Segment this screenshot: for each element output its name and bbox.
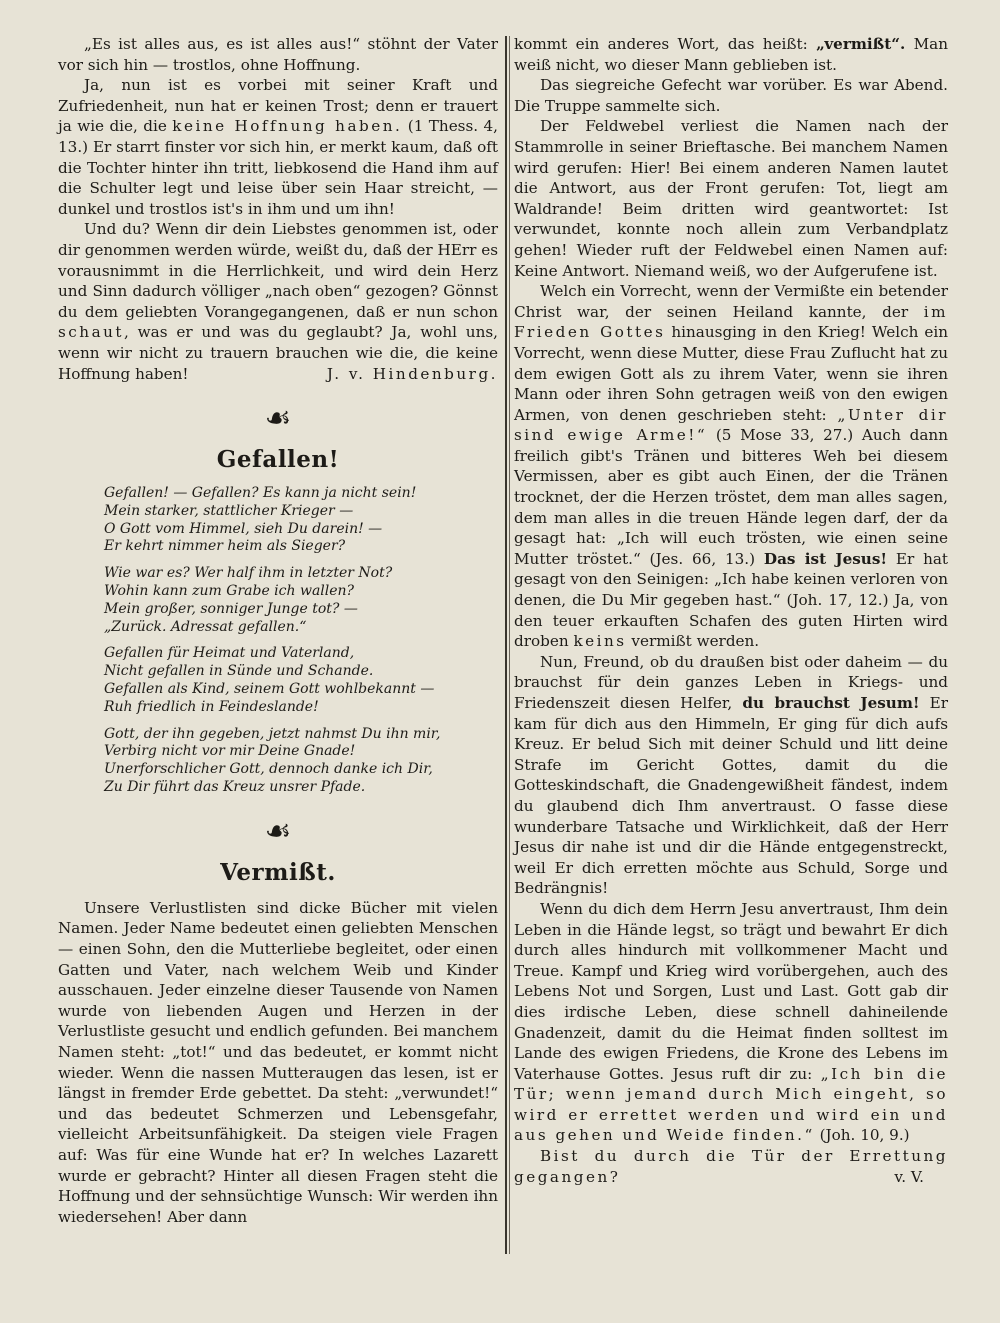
column-divider	[505, 36, 507, 1254]
spaced-emphasis: im Frieden Gottes	[514, 302, 948, 342]
paragraph-vermisst-word	[514, 34, 948, 75]
poem-gefallen	[104, 485, 498, 797]
text-span: Ja, nun ist es vorbei mit seiner Kraft und Zufriedenheit, nun hat er keinen Trost; denn er trauert ja wie die, die	[58, 76, 498, 136]
paragraph-no-comfort	[58, 75, 498, 219]
text-span: Man weiß nicht, wo dieser Mann geblieben ist.	[514, 35, 949, 74]
poem-line: Gefallen als Kind, seinem Gott wohlbekannt —	[104, 681, 435, 698]
bold-emphasis: „vermißt“.	[816, 35, 906, 53]
paragraph-father: „Es ist alles aus, es ist alles aus!“ stöhnt der Vater vor sich hin — trostlos, ohne Hoffnung.	[58, 35, 498, 74]
paragraph-freund	[514, 652, 948, 899]
text-span: (1 Thess. 4, 13.) Er starrt finster vor sich hin, er merkt kaum, daß oft die Tochter hinter ihn tritt, liebkosend die Hand ihm auf die Schulter legt und leise über sein Haar streicht, — dunkel und trostlos ist's in ihm und um ihn!	[58, 117, 499, 218]
paragraph-and-you	[58, 219, 498, 384]
poem-line: „Zurück. Adressat gefallen.“	[104, 618, 307, 635]
column-divider-inner	[509, 36, 510, 1254]
poem-stanza	[104, 565, 498, 636]
paragraph-anvertraust	[514, 899, 948, 1146]
text-span: Er hat gesagt von den Seinigen: „Ich habe keinen verloren von denen, die Du Mir gegeben hast.“ (Joh. 17, 12.) Ja, von den teuer erkauften Schafen des guten Hirten wird droben	[514, 549, 949, 651]
poem-stanza	[104, 485, 498, 556]
author-vv: v. V.	[894, 1167, 924, 1186]
poem-line: Gefallen für Heimat und Vaterland,	[104, 645, 355, 662]
poem-line: Wie war es? Wer half ihm in letzter Not?	[104, 565, 393, 582]
paragraph-vorrecht	[514, 281, 948, 652]
bold-emphasis: du brauchst Jesum!	[742, 694, 920, 712]
paragraph-verlustlisten: Unsere Verlustlisten sind dicke Bücher mit vielen Namen. Jeder Name bedeutet einen geliebten Menschen — einen Sohn, den die Mutterliebe begleitet, oder einen Gatten und Vater, nach welchem Weib und Kinder ausschauen. Jeder einzelne dieser Tausende von Namen wurde von liebenden Augen und Herzen in der Verlustliste gesucht und endlich gefunden. Bei manchem Namen steht: „tot!“ und das bedeutet, er kommt nicht wieder. Wenn die nassen Mutteraugen das lesen, ist er längst in fremder Erde gebettet. Da steht: „verwundet!“ und das bedeutet Schmerzen und Lebensgefahr, vielleicht Arbeitsunfähigkeit. Da steigen viele Fragen auf: Was für eine Wunde hat er? In welches Lazarett wurde er gebracht? Hinter all diesen Fragen steht die Hoffnung und der sehnsüchtige Wunsch: Wir werden ihn wiedersehen! Aber dann	[58, 898, 498, 1226]
text-span: kommt ein anderes Wort, das heißt:	[514, 35, 808, 53]
poem-line: Ruh friedlich in Feindeslande!	[104, 698, 319, 715]
poem-line: Gefallen! — Gefallen? Es kann ja nicht sein!	[104, 485, 417, 502]
bold-emphasis: Das ist Jesus!	[763, 549, 888, 568]
text-span: (5 Mose 33, 27.) Auch dann freilich gibt's Tränen und bitteres Weh bei diesem Vermissen, aber es gibt auch Einen, der die Tränen trocknet, der die Herzen tröstet, dem man alles sagen, dem man alles in die treuen Hände legen darf, der da gesagt hat: „Ich will euch trösten, wie einen seine Mutter tröstet.“ (Jes. 66, 13.)	[514, 426, 948, 568]
poem-line: Zu Dir führt das Kreuz unsrer Pfade.	[104, 779, 366, 796]
text-span: (Joh. 10, 9.)	[819, 1126, 910, 1145]
right-column	[514, 34, 948, 1187]
paragraph-question	[514, 1146, 948, 1187]
ornament-icon: ☙	[264, 401, 292, 437]
paragraph-feldwebel: Der Feldwebel verliest die Namen nach der Stammrolle in seiner Brieftasche. Bei manchem Namen wird gerufen: Hier! Bei einem anderen Namen lautet die Antwort, aus der Front gerufen: Tot, liegt am Waldrande! Beim dritten wird geantwortet: Ist verwundet, konnte noch allein zum Verbandplatz gehen! Wieder ruft der Feldwebel einen Namen auf: Keine Antwort. Niemand weiß, wo der Aufgerufene ist.	[514, 117, 948, 280]
spaced-emphasis: keins	[573, 632, 627, 651]
text-span: Wenn du dich dem Herrn Jesu anvertraust, Ihm dein Leben in die Hände legst, so trägt und bewahrt Er dich durch alles hindurch mit vollkommener Macht und Treue. Kampf und Krieg wird vorübergehen, auch des Lebens Not und Sorgen, Lust und Last. Gott gab dir dies irdische Leben, diese schnell dahineilende Gnadenzeit, damit du die Heimat finden solltest im Lande des ewigen Friedens, die Krone des Lebens im Vaterhause Gottes. Jesus ruft dir zu:	[514, 899, 948, 1083]
text-span: Er kam für dich aus den Himmeln, Er ging für dich aufs Kreuz. Er belud Sich mit deiner Schuld und litt deine Strafe im Gericht Gottes, damit du die Gotteskindschaft, die Gnadengewißheit fändest, indem du glaubend dich Ihm anvertraust. O fasse diese wunderbare Tatsache und Wirklichkeit, daß der Herr Jesus dir nahe ist und dir die Hände entgegenstreckt, weil Er dich erretten möchte aus Schuld, Sorge und Bedrängnis!	[514, 694, 949, 898]
text-span: vermißt werden.	[631, 632, 760, 651]
closing-question: Bist du durch die Tür der Errettung gegangen?	[514, 1147, 948, 1186]
spaced-emphasis: „Unter dir sind ewige Arme!“	[514, 405, 949, 445]
text-span: , was er und was du geglaubt? Ja, wohl uns, wenn wir nicht zu trauern brauchen wie die, die keine Hoffnung haben!	[58, 323, 498, 383]
heading-gefallen: Gefallen!	[216, 446, 340, 474]
poem-line: O Gott vom Himmel, sieh Du darein! —	[104, 520, 383, 537]
left-column	[58, 34, 498, 1227]
poem-line: Verbirg nicht vor mir Deine Gnade!	[104, 743, 356, 760]
spaced-emphasis: keine Hoffnung haben.	[172, 117, 403, 136]
poem-line: Unerforschlicher Gott, dennoch danke ich Dir,	[104, 761, 433, 778]
poem-stanza	[104, 645, 498, 716]
poem-stanza	[104, 726, 498, 797]
poem-line: Gott, der ihn gegeben, jetzt nahmst Du ihn mir,	[104, 725, 441, 742]
poem-line: Mein starker, stattlicher Krieger —	[104, 502, 354, 519]
poem-line: Nicht gefallen in Sünde und Schande.	[104, 663, 374, 680]
poem-line: Wohin kann zum Grabe ich wallen?	[104, 583, 355, 600]
ornament-icon: ☙	[264, 813, 292, 849]
heading-vermisst: Vermißt.	[220, 858, 336, 886]
spaced-emphasis: „Ich bin die Tür; wenn jemand durch Mich eingeht, so wird er errettet werden und wird ein und aus gehen und Weide finden.“	[514, 1064, 948, 1145]
text-span: Und du? Wenn dir dein Liebstes genommen ist, oder dir genommen werden würde, weißt du, daß der HErr es vorausnimmt in die Herrlichkeit, und wird dein Herz und Sinn dadurch völliger „nach oben“ gezogen? Gönnst du dem geliebten Vorangegangenen, daß er nun schon	[58, 220, 498, 321]
poem-line: Mein großer, sonniger Junge tot? —	[104, 600, 358, 617]
paragraph-gefecht: Das siegreiche Gefecht war vorüber. Es war Abend. Die Truppe sammelte sich.	[514, 76, 948, 115]
author-hindenburg: J. v. Hindenburg.	[326, 364, 498, 383]
poem-line: Er kehrt nimmer heim als Sieger?	[104, 538, 346, 555]
text-span: Nun, Freund, ob du draußen bist oder daheim — du brauchst für dein ganzes Leben in Kriegs- und Friedenszeit diesen Helfer,	[514, 652, 948, 712]
text-span: hinausging in den Krieg! Welch ein Vorrecht, wenn diese Mutter, diese Frau Zuflucht hat zu dem ewigen Gott als zu ihrem Vater, wenn sie ihren Mann oder ihren Sohn getragen weiß von den ewigen Armen, von denen geschrieben steht:	[514, 323, 949, 424]
spaced-emphasis: schaut	[58, 323, 125, 342]
text-span: Welch ein Vorrecht, wenn der Vermißte ein betender Christ war, der seinen Heiland kannte, der	[514, 282, 948, 321]
